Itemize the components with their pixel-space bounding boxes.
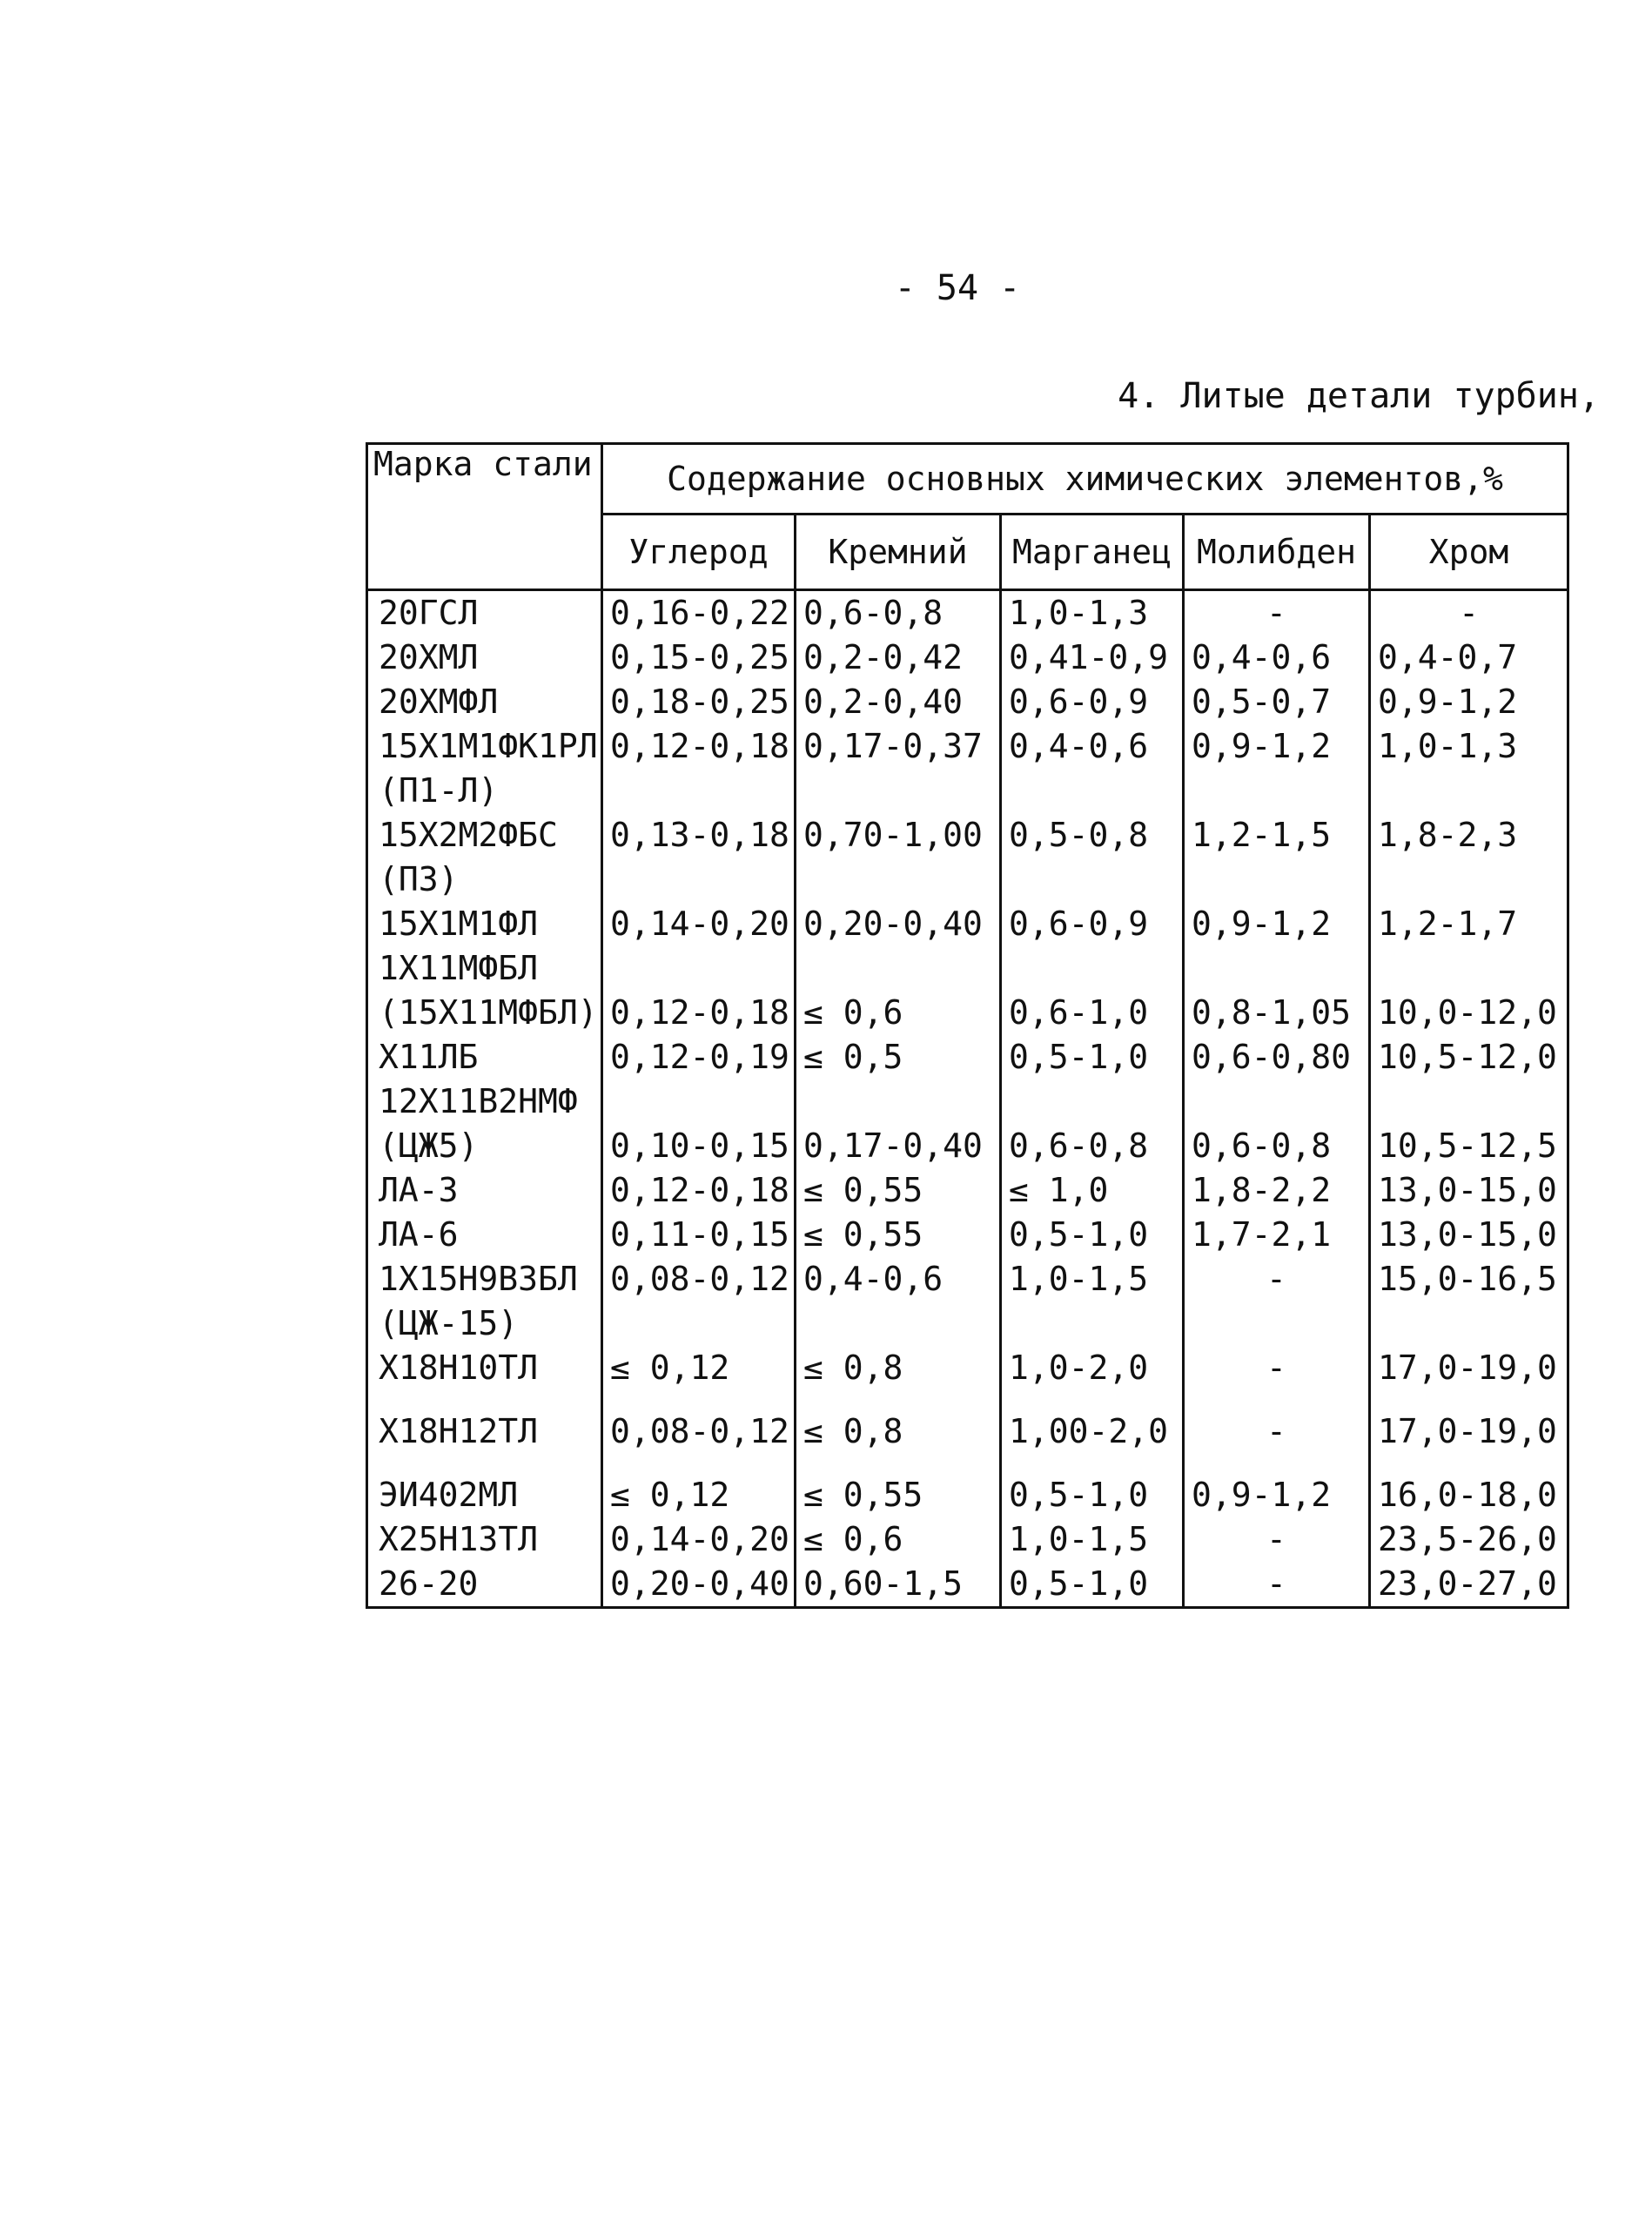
cell-molybdenum: - [1184, 1562, 1370, 1608]
table-row [367, 1168, 1568, 1213]
table-row [367, 991, 1568, 1035]
cell-chromium: 1,2-1,7 [1370, 902, 1568, 946]
cell-molybdenum: - [1184, 1517, 1370, 1562]
cell-manganese: 0,6-0,9 [1001, 680, 1184, 724]
cell-molybdenum: 1,2-1,5 [1184, 813, 1370, 858]
cell-silicon [796, 1302, 1001, 1346]
cell-manganese: 0,6-1,0 [1001, 991, 1184, 1035]
cell-molybdenum: - [1184, 1257, 1370, 1302]
cell-carbon: ≤ 0,12 [602, 1346, 796, 1390]
cell-manganese: 0,5-1,0 [1001, 1213, 1184, 1257]
cell-grade: Х18Н10ТЛ [367, 1346, 602, 1390]
header-molybdenum: Молибден [1184, 515, 1370, 590]
cell-chromium: 1,8-2,3 [1370, 813, 1568, 858]
cell-chromium: 13,0-15,0 [1370, 1168, 1568, 1213]
cell-chromium: 23,0-27,0 [1370, 1562, 1568, 1608]
table-row [367, 1454, 1568, 1473]
cell-molybdenum: 1,8-2,2 [1184, 1168, 1370, 1213]
cell-molybdenum [1184, 1390, 1370, 1409]
cell-molybdenum [1184, 1454, 1370, 1473]
cell-molybdenum: - [1184, 1346, 1370, 1390]
cell-chromium [1370, 769, 1568, 813]
cell-carbon: 0,14-0,20 [602, 902, 796, 946]
cell-carbon [602, 1390, 796, 1409]
cell-carbon: 0,13-0,18 [602, 813, 796, 858]
cell-grade: (15Х11МФБЛ) [367, 991, 602, 1035]
table-row [367, 1124, 1568, 1168]
table-row [367, 1257, 1568, 1302]
cell-chromium: 1,0-1,3 [1370, 724, 1568, 769]
cell-chromium: - [1370, 590, 1568, 636]
cell-silicon: 0,2-0,40 [796, 680, 1001, 724]
cell-carbon: 0,11-0,15 [602, 1213, 796, 1257]
cell-carbon: 0,16-0,22 [602, 590, 796, 636]
cell-manganese: 0,5-1,0 [1001, 1562, 1184, 1608]
cell-carbon: 0,20-0,40 [602, 1562, 796, 1608]
table-body [367, 590, 1568, 1608]
table-row [367, 1035, 1568, 1080]
cell-carbon: 0,08-0,12 [602, 1257, 796, 1302]
cell-grade: 26-20 [367, 1562, 602, 1608]
table-row [367, 1562, 1568, 1608]
cell-carbon [602, 858, 796, 902]
header-chromium: Хром [1370, 515, 1568, 590]
table-row [367, 680, 1568, 724]
cell-carbon: 0,08-0,12 [602, 1409, 796, 1454]
cell-silicon: 0,20-0,40 [796, 902, 1001, 946]
cell-carbon: 0,10-0,15 [602, 1124, 796, 1168]
cell-molybdenum [1184, 858, 1370, 902]
cell-carbon [602, 946, 796, 991]
cell-silicon: 0,2-0,42 [796, 636, 1001, 680]
cell-manganese [1001, 1454, 1184, 1473]
table-row [367, 858, 1568, 902]
page-number: - 54 - [894, 268, 1021, 308]
cell-grade: Х25Н13ТЛ [367, 1517, 602, 1562]
cell-silicon [796, 769, 1001, 813]
cell-molybdenum: 0,8-1,05 [1184, 991, 1370, 1035]
cell-chromium: 0,9-1,2 [1370, 680, 1568, 724]
cell-manganese: 0,6-0,9 [1001, 902, 1184, 946]
cell-chromium [1370, 1454, 1568, 1473]
table-row [367, 946, 1568, 991]
cell-grade: Х11ЛБ [367, 1035, 602, 1080]
cell-manganese: 0,41-0,9 [1001, 636, 1184, 680]
cell-carbon: 0,12-0,18 [602, 1168, 796, 1213]
cell-molybdenum: 0,9-1,2 [1184, 724, 1370, 769]
cell-molybdenum [1184, 1302, 1370, 1346]
cell-silicon: ≤ 0,5 [796, 1035, 1001, 1080]
cell-molybdenum: 0,6-0,80 [1184, 1035, 1370, 1080]
table-row [367, 902, 1568, 946]
table-row [367, 1473, 1568, 1517]
cell-grade: 20ХМФЛ [367, 680, 602, 724]
cell-grade: ЭИ402МЛ [367, 1473, 602, 1517]
cell-manganese: 0,5-1,0 [1001, 1035, 1184, 1080]
cell-grade [367, 1454, 602, 1473]
cell-manganese: ≤ 1,0 [1001, 1168, 1184, 1213]
table-row [367, 724, 1568, 769]
cell-chromium: 10,0-12,0 [1370, 991, 1568, 1035]
cell-carbon: 0,12-0,18 [602, 991, 796, 1035]
cell-grade: 15Х2М2ФБС [367, 813, 602, 858]
cell-silicon [796, 946, 1001, 991]
cell-grade: (ЦЖ5) [367, 1124, 602, 1168]
table-row [367, 1409, 1568, 1454]
header-carbon: Углерод [602, 515, 796, 590]
cell-grade: 20ХМЛ [367, 636, 602, 680]
cell-molybdenum: 1,7-2,1 [1184, 1213, 1370, 1257]
cell-grade: 1Х15Н9В3БЛ [367, 1257, 602, 1302]
cell-silicon: ≤ 0,55 [796, 1473, 1001, 1517]
cell-chromium: 23,5-26,0 [1370, 1517, 1568, 1562]
cell-silicon: ≤ 0,6 [796, 991, 1001, 1035]
header-manganese: Марганец [1001, 515, 1184, 590]
cell-manganese: 0,6-0,8 [1001, 1124, 1184, 1168]
table-row [367, 1080, 1568, 1124]
cell-molybdenum: 0,4-0,6 [1184, 636, 1370, 680]
table-row [367, 1390, 1568, 1409]
cell-silicon: 0,4-0,6 [796, 1257, 1001, 1302]
table-row [367, 1517, 1568, 1562]
table-row [367, 813, 1568, 858]
cell-carbon [602, 769, 796, 813]
header-grade: Марка стали [367, 444, 602, 590]
cell-chromium: 16,0-18,0 [1370, 1473, 1568, 1517]
header-silicon: Кремний [796, 515, 1001, 590]
cell-grade: 1Х11МФБЛ [367, 946, 602, 991]
cell-manganese: 1,00-2,0 [1001, 1409, 1184, 1454]
cell-chromium: 13,0-15,0 [1370, 1213, 1568, 1257]
table-row [367, 769, 1568, 813]
table-row [367, 1302, 1568, 1346]
cell-chromium [1370, 1080, 1568, 1124]
cell-grade: 20ГСЛ [367, 590, 602, 636]
cell-grade: 12Х11В2НМФ [367, 1080, 602, 1124]
cell-chromium [1370, 1390, 1568, 1409]
cell-carbon: 0,12-0,18 [602, 724, 796, 769]
cell-manganese: 0,4-0,6 [1001, 724, 1184, 769]
table-caption: 4. Литые детали турбин, [1118, 376, 1600, 416]
cell-grade [367, 1390, 602, 1409]
cell-manganese: 1,0-1,5 [1001, 1257, 1184, 1302]
cell-carbon: 0,14-0,20 [602, 1517, 796, 1562]
cell-silicon [796, 1390, 1001, 1409]
cell-manganese: 1,0-2,0 [1001, 1346, 1184, 1390]
table-row [367, 1213, 1568, 1257]
cell-silicon: 0,17-0,40 [796, 1124, 1001, 1168]
cell-silicon: 0,60-1,5 [796, 1562, 1001, 1608]
cell-grade: 15Х1М1ФЛ [367, 902, 602, 946]
cell-molybdenum: - [1184, 590, 1370, 636]
cell-silicon: ≤ 0,55 [796, 1213, 1001, 1257]
cell-carbon [602, 1454, 796, 1473]
cell-silicon [796, 1454, 1001, 1473]
cell-manganese [1001, 1302, 1184, 1346]
cell-carbon: 0,15-0,25 [602, 636, 796, 680]
cell-manganese [1001, 858, 1184, 902]
cell-silicon: ≤ 0,55 [796, 1168, 1001, 1213]
cell-molybdenum [1184, 1080, 1370, 1124]
table-row [367, 636, 1568, 680]
cell-carbon [602, 1080, 796, 1124]
cell-manganese: 1,0-1,3 [1001, 590, 1184, 636]
cell-chromium: 17,0-19,0 [1370, 1409, 1568, 1454]
cell-manganese [1001, 769, 1184, 813]
header-group: Содержание основных химических элементов,% [602, 444, 1568, 515]
cell-chromium [1370, 1302, 1568, 1346]
cell-chromium [1370, 946, 1568, 991]
cell-carbon: 0,12-0,19 [602, 1035, 796, 1080]
cell-grade: (ЦЖ-15) [367, 1302, 602, 1346]
cell-grade: ЛА-6 [367, 1213, 602, 1257]
cell-chromium: 0,4-0,7 [1370, 636, 1568, 680]
cell-manganese [1001, 1080, 1184, 1124]
cell-silicon [796, 858, 1001, 902]
cell-grade: (П1-Л) [367, 769, 602, 813]
cell-grade: 15Х1М1ФК1РЛ [367, 724, 602, 769]
cell-carbon: 0,18-0,25 [602, 680, 796, 724]
cell-molybdenum: 0,6-0,8 [1184, 1124, 1370, 1168]
cell-chromium: 15,0-16,5 [1370, 1257, 1568, 1302]
cell-molybdenum [1184, 946, 1370, 991]
cell-molybdenum [1184, 769, 1370, 813]
table-row [367, 590, 1568, 636]
cell-silicon [796, 1080, 1001, 1124]
table-row [367, 1346, 1568, 1390]
cell-manganese: 0,5-0,8 [1001, 813, 1184, 858]
cell-grade: ЛА-3 [367, 1168, 602, 1213]
cell-carbon: ≤ 0,12 [602, 1473, 796, 1517]
cell-molybdenum: 0,5-0,7 [1184, 680, 1370, 724]
cell-manganese: 1,0-1,5 [1001, 1517, 1184, 1562]
cell-silicon: 0,17-0,37 [796, 724, 1001, 769]
steel-composition-table [366, 442, 1569, 1609]
cell-molybdenum: - [1184, 1409, 1370, 1454]
cell-manganese [1001, 946, 1184, 991]
cell-manganese: 0,5-1,0 [1001, 1473, 1184, 1517]
cell-chromium: 10,5-12,5 [1370, 1124, 1568, 1168]
cell-grade: (П3) [367, 858, 602, 902]
cell-silicon: 0,6-0,8 [796, 590, 1001, 636]
cell-carbon [602, 1302, 796, 1346]
cell-molybdenum: 0,9-1,2 [1184, 1473, 1370, 1517]
cell-chromium: 17,0-19,0 [1370, 1346, 1568, 1390]
cell-silicon: ≤ 0,6 [796, 1517, 1001, 1562]
cell-chromium [1370, 858, 1568, 902]
cell-silicon: ≤ 0,8 [796, 1346, 1001, 1390]
cell-silicon: ≤ 0,8 [796, 1409, 1001, 1454]
cell-chromium: 10,5-12,0 [1370, 1035, 1568, 1080]
cell-manganese [1001, 1390, 1184, 1409]
cell-grade: Х18Н12ТЛ [367, 1409, 602, 1454]
cell-silicon: 0,70-1,00 [796, 813, 1001, 858]
cell-molybdenum: 0,9-1,2 [1184, 902, 1370, 946]
